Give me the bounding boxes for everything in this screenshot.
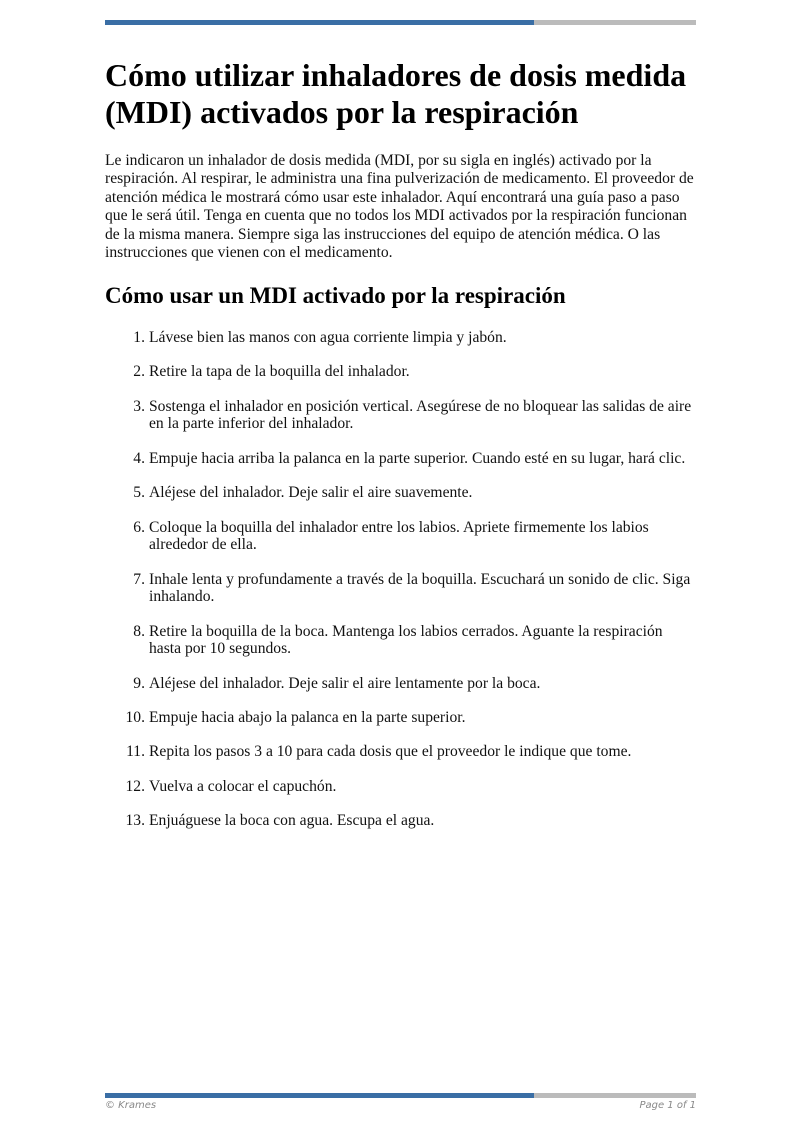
step-item — [105, 363, 695, 381]
step-item — [105, 519, 695, 554]
step-item — [105, 623, 695, 658]
intro-paragraph: Le indicaron un inhalador de dosis medida (MDI, por su sigla en inglés) activado por la respiración. Al respirar, le administra una fina pulverización de medicamento. El proveedor de atención médica le mostrará cómo usar este inhalador. Aquí encontrará una guía paso a paso que le será útil. Tenga en cuenta que no todos los MDI activados por la respiración funcionan de la misma manera. Siempre siga las instrucciones del equipo de atención médica. O las instrucciones que vienen con el medicamento. — [105, 152, 694, 262]
step-item — [105, 778, 695, 796]
step-number: 13. — [125, 812, 145, 830]
step-number: 7. — [133, 570, 145, 588]
section-heading: Cómo usar un MDI activado por la respiración — [105, 283, 566, 308]
step-item — [105, 675, 695, 693]
footer-divider — [105, 1093, 696, 1098]
step-text: Aléjese del inhalador. Deje salir el aire lentamente por la boca. — [149, 674, 541, 692]
step-text: Retire la boquilla de la boca. Mantenga los labios cerrados. Aguante la respiración hasta por 10 segundos. — [149, 622, 663, 658]
step-item — [105, 484, 695, 502]
step-text: Repita los pasos 3 a 10 para cada dosis que el proveedor le indique que tome. — [149, 743, 632, 761]
step-text: Sostenga el inhalador en posición vertical. Asegúrese de no bloquear las salidas de aire en la parte inferior del inhalador. — [149, 397, 692, 433]
header-divider — [105, 20, 696, 25]
page-number: Page 1 of 1 — [639, 1100, 696, 1111]
step-number: 2. — [133, 363, 145, 381]
step-number: 6. — [133, 518, 145, 536]
step-item — [105, 329, 695, 347]
steps-list — [105, 329, 695, 846]
step-item — [105, 743, 695, 761]
step-text: Vuelva a colocar el capuchón. — [149, 777, 337, 795]
step-number: 3. — [133, 397, 145, 415]
step-number: 9. — [133, 674, 145, 692]
header-divider-accent — [105, 20, 534, 25]
step-text: Retire la tapa de la boquilla del inhalador. — [149, 363, 410, 381]
footer-divider-rest — [534, 1093, 696, 1098]
page-title: Cómo utilizar inhaladores de dosis medida (MDI) activados por la respiración — [105, 57, 687, 130]
step-item — [105, 398, 695, 433]
step-text: Empuje hacia abajo la palanca en la parte superior. — [149, 708, 466, 726]
step-text: Aléjese del inhalador. Deje salir el aire suavemente. — [149, 484, 473, 502]
step-text: Lávese bien las manos con agua corriente limpia y jabón. — [149, 329, 507, 346]
step-number: 12. — [125, 777, 145, 795]
step-item — [105, 571, 695, 606]
step-text: Enjuáguese la boca con agua. Escupa el agua. — [149, 812, 435, 830]
step-item — [105, 450, 695, 468]
step-number: 1. — [133, 329, 145, 346]
step-number: 8. — [133, 622, 145, 640]
step-text: Coloque la boquilla del inhalador entre los labios. Apriete firmemente los labios alrededor de ella. — [149, 518, 649, 554]
page-footer — [105, 1100, 696, 1112]
step-number: 4. — [133, 449, 145, 467]
step-number: 11. — [126, 743, 145, 761]
copyright-text: © Krames — [105, 1100, 157, 1111]
step-text: Empuje hacia arriba la palanca en la parte superior. Cuando esté en su lugar, hará clic. — [149, 449, 686, 467]
step-number: 10. — [125, 708, 145, 726]
header-divider-rest — [534, 20, 696, 25]
footer-divider-accent — [105, 1093, 534, 1098]
step-text: Inhale lenta y profundamente a través de la boquilla. Escuchará un sonido de clic. Siga inhalando. — [149, 570, 691, 606]
step-item — [105, 709, 695, 727]
step-number: 5. — [133, 484, 145, 502]
step-item — [105, 812, 695, 830]
